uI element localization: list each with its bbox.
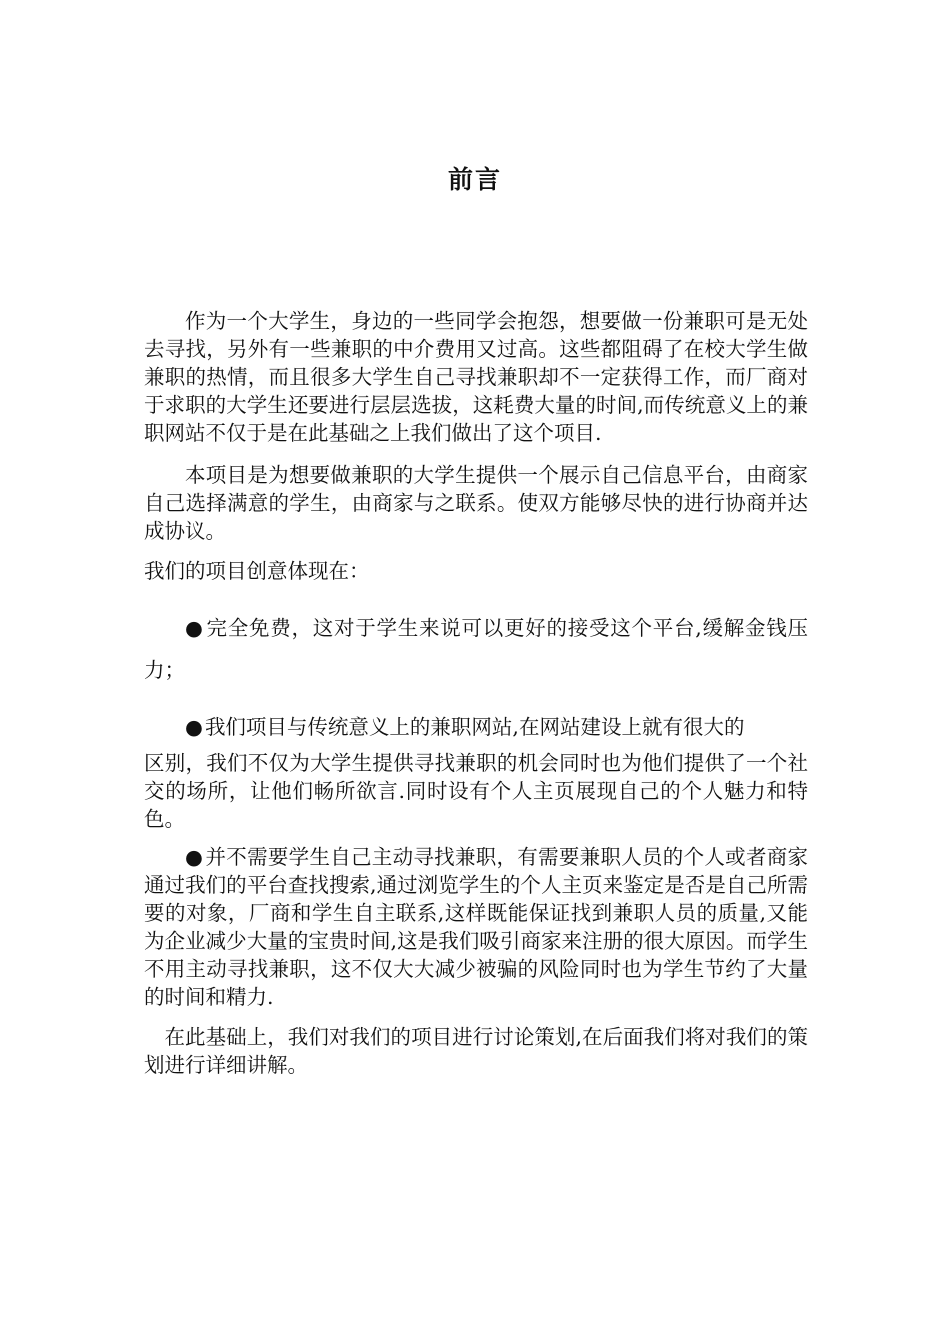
document-body: [144, 307, 808, 1079]
paragraph-conclusion: 在此基础上，我们对我们的项目进行讨论策划,在后面我们将对我们的策划进行详细讲解。: [144, 1025, 808, 1077]
bullet-text-continued: 区别，我们不仅为大学生提供寻找兼职的机会同时也为他们提供了一个社交的场所，让他们畅所欲言.同时设有个人主页展现自己的个人魅力和特色。: [144, 751, 808, 831]
bullet-text: 我们项目与传统意义上的兼职网站,在网站建设上就有很大的: [204, 715, 745, 739]
bullet-icon: ●: [185, 845, 204, 869]
bullet-item-merchant-search: [144, 843, 808, 1011]
bullet-icon: ●: [185, 616, 204, 640]
paragraph-intro: 作为一个大学生，身边的一些同学会抱怨，想要做一份兼职可是无处去寻找，另外有一些兼职的中介费用又过高。这些都阻碍了在校大学生做兼职的热情，而且很多大学生自己寻找兼职却不一定获得工作，而厂商对于求职的大学生还要进行层层选拔，这耗费大量的时间,而传统意义上的兼职网站不仅于是在此基础之上我们做出了这个项目.: [144, 309, 808, 445]
bullet-text: 并不需要学生自己主动寻找兼职，有需要兼职人员的个人或者商家通过我们的平台查找搜索,通过浏览学生的个人主页来鉴定是否是自己所需要的对象，厂商和学生自主联系,这样既能保证找到兼职人员的质量,又能为企业减少大量的宝贵时间,这是我们吸引商家来注册的很大原因。而学生不用主动寻找兼职，这不仅大大减少被骗的风险同时也为学生节约了大量的时间和精力.: [144, 845, 809, 1009]
bullet-first-line: [144, 705, 808, 749]
page-title: 前言: [447, 165, 502, 194]
bullet-text: 完全免费，这对于学生来说可以更好的接受这个平台,缓解金钱压力；: [144, 616, 808, 682]
paragraph-project-purpose: 本项目是为想要做兼职的大学生提供一个展示自己信息平台，由商家自己选择满意的学生，由商家与之联系。使双方能够尽快的进行协商并达成协议。: [144, 463, 808, 543]
bullet-item-free: [144, 607, 808, 691]
bullet-item-social: [144, 705, 808, 833]
paragraph-creativity-heading: 我们的项目创意体现在：: [144, 559, 370, 583]
bullet-icon: ●: [185, 715, 203, 739]
